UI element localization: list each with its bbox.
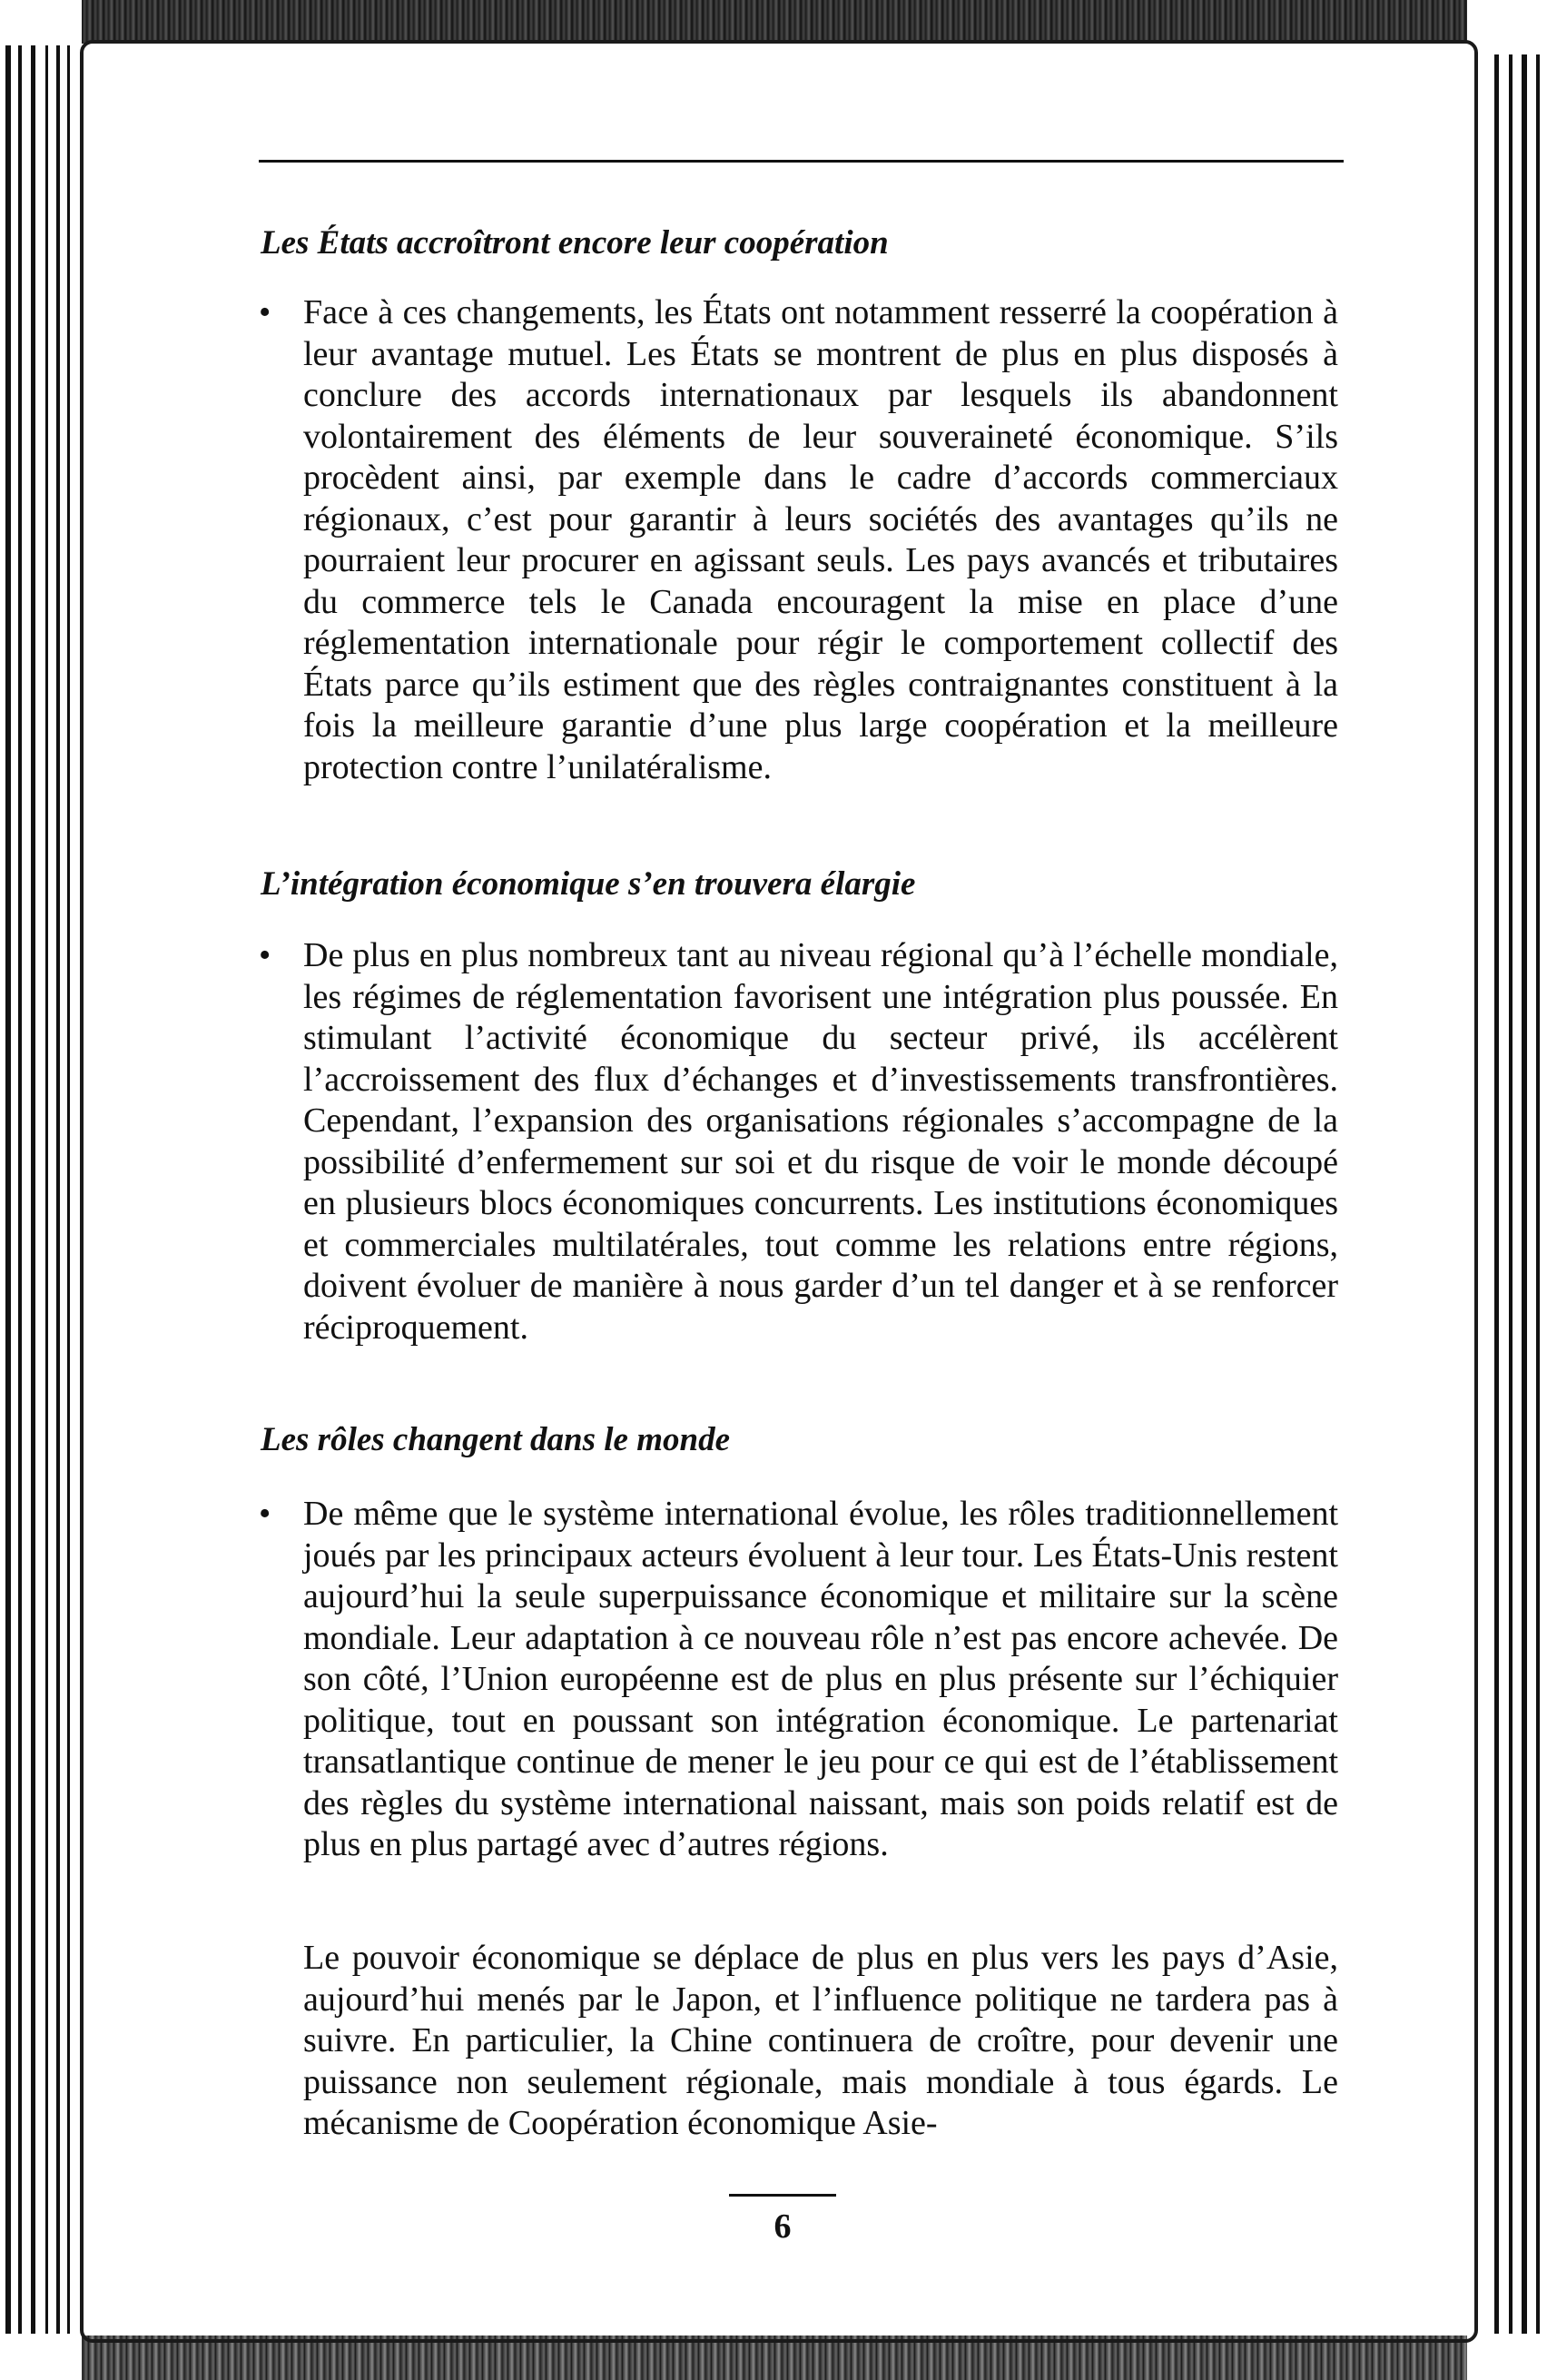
bullet-marker: •: [259, 293, 271, 331]
section-heading-roles: Les rôles changent dans le monde: [261, 1421, 730, 1458]
bullet-marker: •: [259, 1495, 271, 1533]
header-rule: [259, 160, 1344, 163]
scan-border-top: [0, 0, 1547, 44]
section-paragraph-integration: De plus en plus nombreux tant au niveau régional qu’à l’échelle mondiale, les régimes de réglementation favorisent une intégration plus poussée. En stimulant l’activité économique du secteur privé, ils accélèrent l’accroissement des flux d’échanges et d’investissements transfrontières. Cependant, l’expansion des organisations régionales s’accompagne de la possibilité d’enfermement sur soi et du risque de voir le monde découpé en plusieurs blocs économiques concurrents. Les institutions économiques et commerciales multilatérales, tout comme les relations entre régions, doivent évoluer de manière à nous garder d’un tel danger et à se renforcer réciproquement.: [303, 936, 1338, 1347]
footer-rule: [729, 2194, 836, 2197]
page-number: 6: [774, 2207, 792, 2246]
section-paragraph-asia: Le pouvoir économique se déplace de plus en plus vers les pays d’Asie, aujourd’hui menés par le Japon, et l’influence politique ne tardera pas à suivre. En particulier, la Chine continuera de croître, pour devenir une puissance non seulement régionale, mais mondiale à tous égards. Le mécanisme de Coopération économique Asie-: [303, 1939, 1338, 2142]
section-paragraph-cooperation: Face à ces changements, les États ont notamment resserré la coopération à leur avantage mutuel. Les États se montrent de plus en plus disposés à conclure des accords internationaux par lesquels ils abandonnent volontairement des éléments de leur souveraineté économique. S’ils procèdent ainsi, par exemple dans le cadre d’accords commerciaux régionaux, c’est pour garantir à leurs sociétés des avantages qu’ils ne pourraient leur procurer en agissant seuls. Les pays avancés et tributaires du commerce tels le Canada encouragent la mise en place d’une réglementation internationale pour régir le comportement collectif des États parce qu’ils estiment que des règles contraignantes constituent à la fois la meilleure garantie d’une plus large coopération et la meilleure protection contre l’unilatéralisme.: [303, 293, 1338, 786]
scan-border-right: [1467, 0, 1547, 2380]
scan-border-left: [0, 0, 82, 2380]
section-heading-integration: L’intégration économique s’en trouvera élargie: [261, 865, 916, 903]
section-heading-cooperation: Les États accroîtront encore leur coopération: [261, 224, 889, 262]
bullet-marker: •: [259, 936, 271, 974]
section-paragraph-roles: De même que le système international évolue, les rôles traditionnellement joués par les principaux acteurs évoluent à leur tour. Les États-Unis restent aujourd’hui la seule superpuissance économique et militaire sur la scène mondiale. Leur adaptation à ce nouveau rôle n’est pas encore achevée. De son côté, l’Union européenne est de plus en plus présente sur l’échiquier politique, tout en poussant son intégration économique. Le partenariat transatlantique continue de mener le jeu pour ce qui est de l’établissement des règles du système international naissant, mais son poids relatif est de plus en plus partagé avec d’autres régions.: [303, 1495, 1338, 1863]
